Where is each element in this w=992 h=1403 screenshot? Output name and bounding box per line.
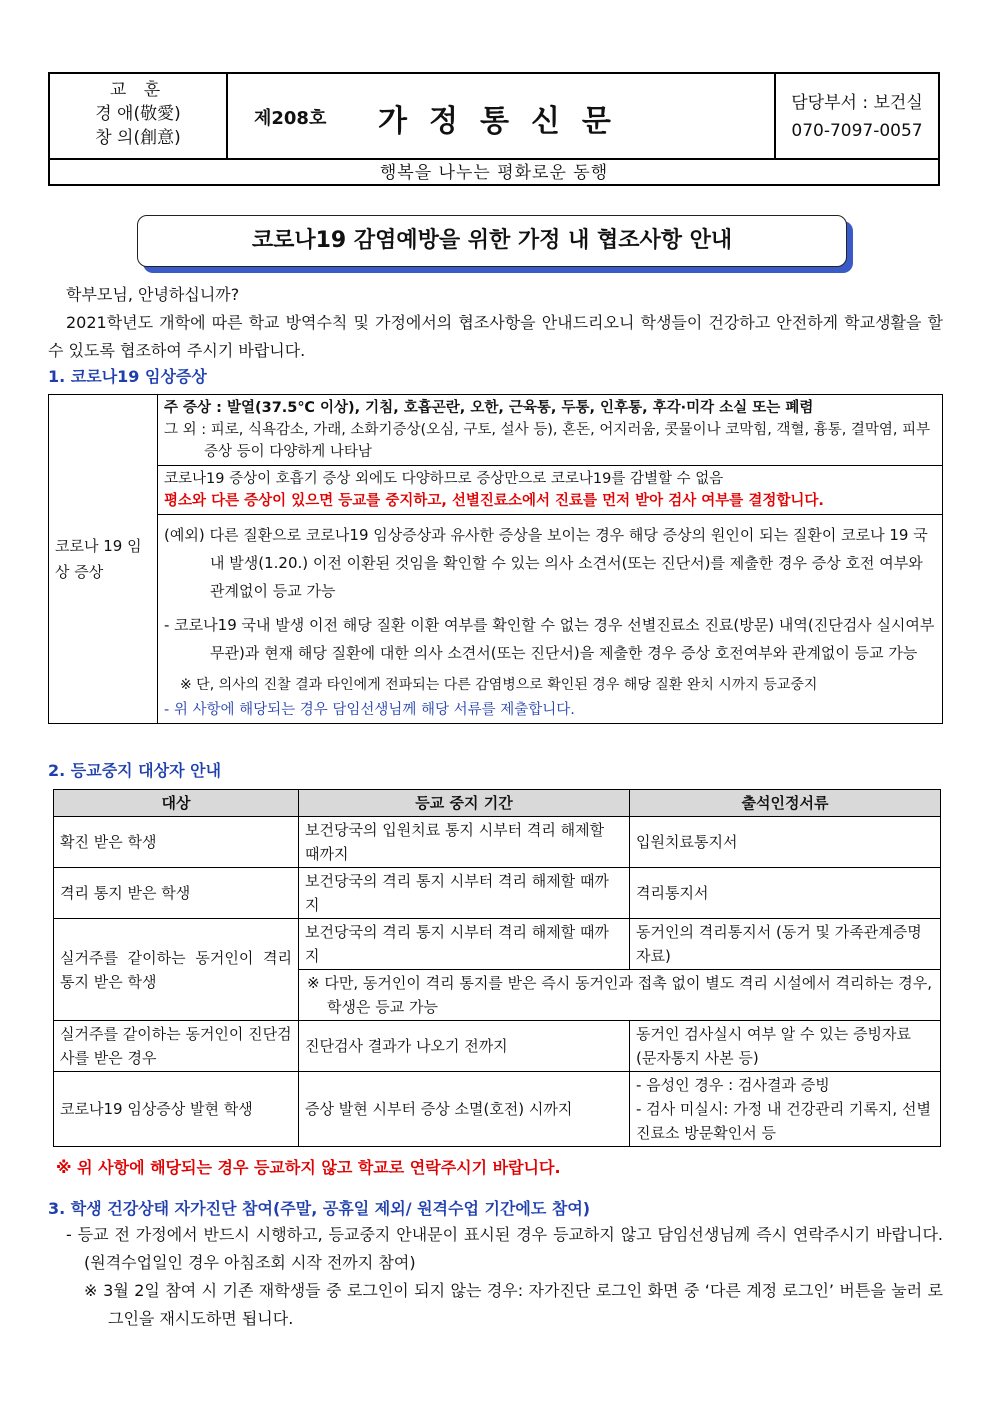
table-cell: 동거인의 격리통지서 (동거 및 가족관계증명 자료) xyxy=(630,919,941,970)
exception-2: - 코로나19 국내 발생 이전 해당 질환 이환 여부를 확인할 수 없는 경우 선별진료소 진료(방문) 내역(진단검사 실시여부 무관)과 현재 해당 질환에 대한 의사 소견서(또는 진단서)을 제출한 경우 증상 호전여부와 관계없이 등교 가능 xyxy=(164,616,935,662)
exception-4: - 위 사항에 해당되는 경우 담임선생님께 해당 서류를 제출합니다. xyxy=(164,702,575,718)
newsletter-title-cell xyxy=(228,74,776,158)
phone-number: 070-7097-0057 xyxy=(791,121,923,141)
newsletter-header xyxy=(48,72,940,186)
table-cell: 코로나19 임상증상 발현 학생 xyxy=(54,1072,299,1147)
table-cell: 보건당국의 입원치료 통지 시부터 격리 해제할 때까지 xyxy=(299,817,630,868)
table-cell: 보건당국의 격리 통지 시부터 격리 해제할 때까지 xyxy=(299,919,630,970)
school-motto xyxy=(50,74,228,158)
symptoms-table xyxy=(48,394,943,724)
page-title: 코로나19 감염예방을 위한 가정 내 협조사항 안내 xyxy=(137,215,847,267)
table-row xyxy=(54,817,941,868)
table-note: ※ 다만, 동거인이 격리 통지를 받은 즉시 동거인과 접촉 없이 별도 격리 시설에서 격리하는 경우, 학생은 등교 가능 xyxy=(299,970,941,1021)
slogan: 행복을 나누는 평화로운 동행 xyxy=(50,158,938,186)
table-cell: 보건당국의 격리 통지 시부터 격리 해제할 때까지 xyxy=(299,868,630,919)
other-symptoms: 그 외 : 피로, 식욕감소, 가래, 소화기증상(오심, 구토, 설사 등), 혼돈, 어지러움, 콧물이나 코막힘, 객혈, 흉통, 결막염, 피부 증상 등이 다양하게 나타남 xyxy=(164,422,931,460)
section-1-heading: 1. 코로나19 임상증상 xyxy=(48,367,207,386)
table-row xyxy=(54,868,941,919)
table-cell: 진단검사 결과가 나오기 전까지 xyxy=(299,1021,630,1072)
motto-item: 창 의(創意) xyxy=(95,128,181,148)
section-3-note: ※ 3월 2일 참여 시 기존 재학생들 중 로그인이 되지 않는 경우: 자가진단 로그인 화면 중 ‘다른 계정 로그인’ 버튼을 눌러 로그인을 재시도하면 됩니다. xyxy=(84,1281,943,1328)
table-footnote: ※ 위 사항에 해당되는 경우 등교하지 않고 학교로 연락주시기 바랍니다. xyxy=(56,1158,561,1177)
motto-item: 경 애(敬愛) xyxy=(95,104,181,124)
main-symptoms: 주 증상 : 발열(37.5℃ 이상), 기침, 호흡곤란, 오한, 근육통, 두통, 인후통, 후각·미각 소실 또는 폐렴 xyxy=(164,400,814,416)
section-3-heading: 3. 학생 건강상태 자가진단 참여(주말, 공휴일 제외/ 원격수업 기간에도 참여) xyxy=(48,1199,591,1218)
section-2-heading: 2. 등교중지 대상자 안내 xyxy=(48,761,222,780)
table-row xyxy=(54,1072,941,1147)
table-cell: - 음성인 경우 : 검사결과 증빙 - 검사 미실시: 가정 내 건강관리 기록지, 선별진료소 방문확인서 등 xyxy=(630,1072,941,1147)
issue-number: 제208호 xyxy=(254,108,327,129)
table-cell: 격리 통지 받은 학생 xyxy=(54,868,299,919)
table-cell: 동거인 검사실시 여부 알 수 있는 증빙자료 (문자통지 사본 등) xyxy=(630,1021,941,1072)
intro-paragraph: 2021학년도 개학에 따른 학교 방역수칙 및 가정에서의 협조사항을 안내드리오니 학생들이 건강하고 안전하게 학교생활을 할 수 있도록 협조하여 주시기 바랍니다. xyxy=(48,313,943,360)
table-row xyxy=(54,919,941,970)
table-cell: 입원치료통지서 xyxy=(630,817,941,868)
symptoms-cell xyxy=(158,395,943,466)
table-cell: 격리통지서 xyxy=(630,868,941,919)
exception-3: ※ 단, 의사의 진찰 결과 타인에게 전파되는 다른 감염병으로 확인된 경우 해당 질환 완치 시까지 등교중지 xyxy=(180,677,818,693)
newsletter-title: 가정통신문 xyxy=(378,104,633,139)
motto-label: 교 훈 xyxy=(109,80,167,100)
column-header: 대상 xyxy=(54,790,299,817)
column-header: 출석인정서류 xyxy=(630,790,941,817)
symptom-warning: 평소와 다른 증상이 있으면 등교를 중지하고, 선별진료소에서 진료를 먼저 받아 검사 여부를 결정합니다. xyxy=(164,493,824,509)
greeting: 학부모님, 안녕하십니까? xyxy=(66,285,240,304)
symptom-note-cell xyxy=(158,466,943,515)
symptoms-row-label: 코로나 19 임상 증상 xyxy=(49,395,158,724)
section-3-item: - 등교 전 가정에서 반드시 시행하고, 등교중지 안내문이 표시된 경우 등교하지 않고 담임선생님께 즉시 연락주시기 바랍니다.(원격수업일인 경우 아침조회 시작 전까지 참여) xyxy=(66,1225,943,1272)
column-header: 등교 중지 기간 xyxy=(299,790,630,817)
table-cell: 실거주를 같이하는 동거인이 진단검사를 받은 경우 xyxy=(54,1021,299,1072)
table-cell: 실거주를 같이하는 동거인이 격리 통지 받은 학생 xyxy=(54,919,299,1021)
attendance-stop-table xyxy=(53,789,941,1147)
exception-1: (예외) 다른 질환으로 코로나19 임상증상과 유사한 증상을 보이는 경우 해당 증상의 원인이 되는 질환이 코로나 19 국내 발생(1.20.) 이전 이환된 것임을 확인할 수 있는 의사 소견서(또는 진단서)를 제출한 경우 증상 호전 여부와 관계없이 등교 가능 xyxy=(164,526,928,600)
exception-cell xyxy=(158,515,943,724)
symptom-note: 코로나19 증상이 호흡기 증상 외에도 다양하므로 증상만으로 코로나19를 감별할 수 없음 xyxy=(164,471,724,487)
table-cell: 증상 발현 시부터 증상 소멸(호전) 시까지 xyxy=(299,1072,630,1147)
table-row xyxy=(54,1021,941,1072)
department: 담당부서 : 보건실 xyxy=(791,93,923,113)
department-info xyxy=(776,74,938,158)
table-cell: 확진 받은 학생 xyxy=(54,817,299,868)
